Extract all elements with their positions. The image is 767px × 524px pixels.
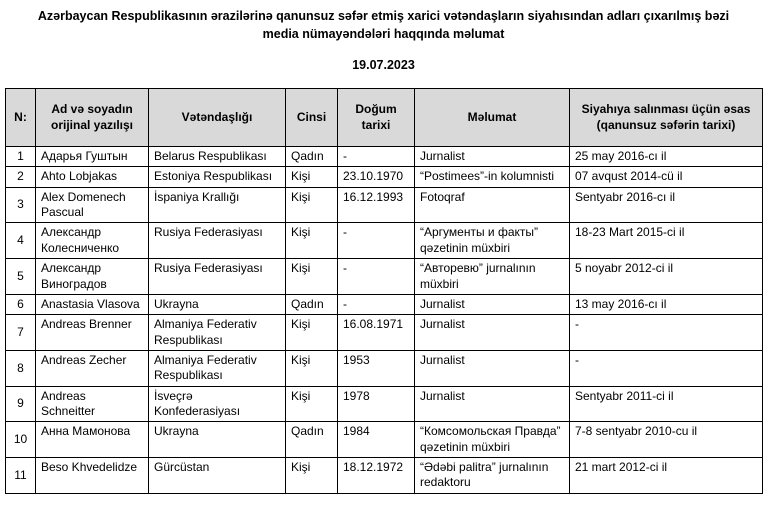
document-title: Azərbaycan Respublikasının ərazilərinə qanunsuz səfər etmiş xarici vətəndaşların siyahısından adları çıxarılmış bəzi media nümayəndələri haqqında məlumat [37, 9, 730, 41]
table-header-row [6, 89, 763, 147]
column-header-number: N: [6, 89, 36, 147]
table-cell: Sentyabr 2016-cı il [570, 187, 763, 223]
table-cell: Almaniya Federativ Respublikası [149, 350, 286, 386]
media-list-table [5, 88, 763, 494]
table-cell: Ukrayna [149, 422, 286, 458]
table-cell: Kişi [286, 187, 338, 223]
table-cell: Kişi [286, 315, 338, 351]
table-cell: Jurnalist [415, 294, 570, 314]
table-row [6, 223, 763, 259]
table-cell: Kişi [286, 386, 338, 422]
table-cell: 13 may 2016-cı il [570, 294, 763, 314]
table-row [6, 147, 763, 167]
table-cell: Qadın [286, 147, 338, 167]
table-cell: Ahto Lobjakas [36, 167, 149, 187]
table-cell: “Аргументы и факты” qəzetinin müxbiri [415, 223, 570, 259]
table-cell: - [570, 315, 763, 351]
table-cell: 07 avqust 2014-cü il [570, 167, 763, 187]
table-cell: 16.08.1971 [338, 315, 415, 351]
table-cell: İsveçrə Konfederasiyası [149, 386, 286, 422]
column-header-info: Məlumat [415, 89, 570, 147]
table-cell: - [338, 259, 415, 295]
row-number-cell: 3 [6, 187, 36, 223]
table-cell: Andreas Schneitter [36, 386, 149, 422]
table-cell: Kişi [286, 167, 338, 187]
table-cell: Kişi [286, 259, 338, 295]
table-cell: Beso Khvedelidze [36, 458, 149, 494]
table-cell: 5 noyabr 2012-ci il [570, 259, 763, 295]
column-header-citizenship: Vətəndaşlığı [149, 89, 286, 147]
table-cell: “Postimees”-in kolumnisti [415, 167, 570, 187]
table-cell: Fotoqraf [415, 187, 570, 223]
row-number-cell: 2 [6, 167, 36, 187]
table-cell: Rusiya Federasiyası [149, 259, 286, 295]
table-cell: Анна Мамонова [36, 422, 149, 458]
table-cell: Александр Колесниченко [36, 223, 149, 259]
row-number-cell: 1 [6, 147, 36, 167]
table-cell: Jurnalist [415, 147, 570, 167]
table-cell: Ukrayna [149, 294, 286, 314]
table-row [6, 458, 763, 494]
table-cell: 7-8 sentyabr 2010-cu il [570, 422, 763, 458]
table-cell: 1953 [338, 350, 415, 386]
column-header-name: Ad və soyadın orijinal yazılışı [36, 89, 149, 147]
table-cell: Kişi [286, 458, 338, 494]
table-cell: Jurnalist [415, 386, 570, 422]
row-number-cell: 10 [6, 422, 36, 458]
table-cell: Kişi [286, 350, 338, 386]
table-cell: 18-23 Mart 2015-ci il [570, 223, 763, 259]
row-number-cell: 9 [6, 386, 36, 422]
table-cell: - [570, 350, 763, 386]
table-cell: Almaniya Federativ Respublikası [149, 315, 286, 351]
document-date: 19.07.2023 [352, 58, 415, 72]
table-cell: Gürcüstan [149, 458, 286, 494]
table-cell: Kişi [286, 223, 338, 259]
table-row [6, 167, 763, 187]
table-cell: Адарья Гуштын [36, 147, 149, 167]
table-cell: - [338, 147, 415, 167]
table-cell: Jurnalist [415, 350, 570, 386]
column-header-gender: Cinsi [286, 89, 338, 147]
table-cell: 1984 [338, 422, 415, 458]
table-cell: Rusiya Federasiyası [149, 223, 286, 259]
table-row [6, 259, 763, 295]
table-cell: - [338, 223, 415, 259]
table-cell: - [338, 294, 415, 314]
table-cell: “Авторевю” jurnalının müxbiri [415, 259, 570, 295]
column-header-basis: Siyahıya salınması üçün əsas (qanunsuz səfərin tarixi) [570, 89, 763, 147]
table-cell: 23.10.1970 [338, 167, 415, 187]
table-cell: 18.12.1972 [338, 458, 415, 494]
table-cell: Александр Виноградов [36, 259, 149, 295]
row-number-cell: 4 [6, 223, 36, 259]
table-cell: Sentyabr 2011-ci il [570, 386, 763, 422]
table-cell: “Комсомольская Правда” qəzetinin müxbiri [415, 422, 570, 458]
table-cell: Qadın [286, 294, 338, 314]
table-cell: Anastasia Vlasova [36, 294, 149, 314]
row-number-cell: 11 [6, 458, 36, 494]
table-cell: Andreas Zecher [36, 350, 149, 386]
table-row [6, 315, 763, 351]
table-cell: Jurnalist [415, 315, 570, 351]
table-body [6, 147, 763, 494]
table-cell: Alex Domenech Pascual [36, 187, 149, 223]
table-cell: Qadın [286, 422, 338, 458]
table-cell: Belarus Respublikası [149, 147, 286, 167]
table-row [6, 294, 763, 314]
table-cell: İspaniya Krallığı [149, 187, 286, 223]
table-cell: Estoniya Respublikası [149, 167, 286, 187]
table-cell: “Ədəbi palitra” jurnalının redaktoru [415, 458, 570, 494]
table-cell: 25 may 2016-cı il [570, 147, 763, 167]
table-cell: 1978 [338, 386, 415, 422]
table-row [6, 386, 763, 422]
row-number-cell: 8 [6, 350, 36, 386]
table-row [6, 422, 763, 458]
row-number-cell: 6 [6, 294, 36, 314]
table-cell: 21 mart 2012-ci il [570, 458, 763, 494]
table-cell: Andreas Brenner [36, 315, 149, 351]
table-cell: 16.12.1993 [338, 187, 415, 223]
table-row [6, 350, 763, 386]
table-row [6, 187, 763, 223]
row-number-cell: 7 [6, 315, 36, 351]
row-number-cell: 5 [6, 259, 36, 295]
column-header-birthdate: Doğum tarixi [338, 89, 415, 147]
